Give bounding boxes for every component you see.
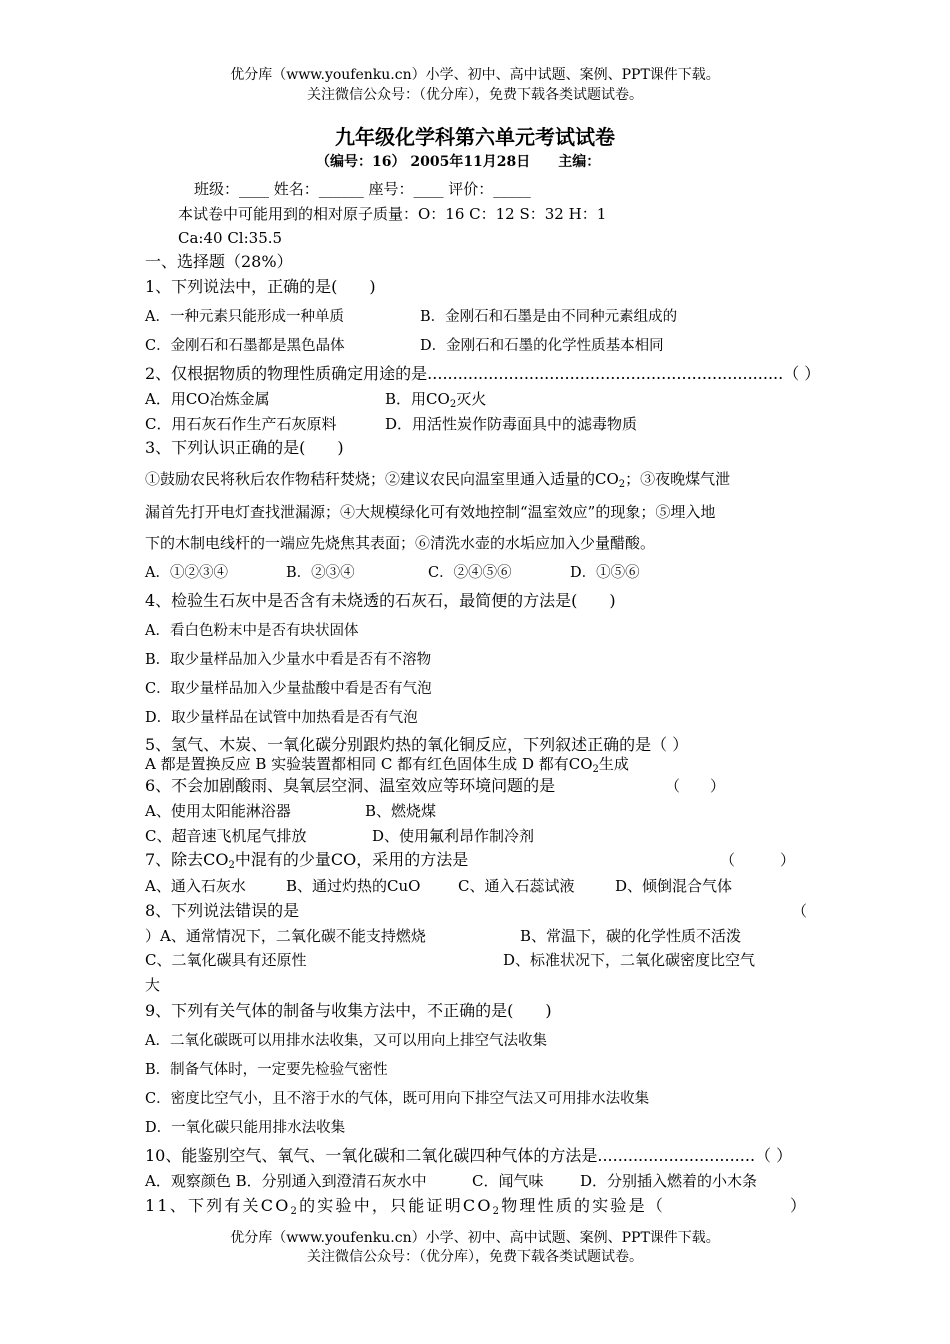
question-8: 8、下列说法错误的是 [145,901,300,920]
question-11: 11、下列有关$CO_2$的实验中，只能证明$CO_2$物理性质的实验是（ [145,1196,666,1217]
q3-option-d: D．①⑤⑥ [570,565,640,581]
q10-option-d: D．分别插入燃着的小木条 [580,1172,758,1190]
question-2: 2、仅根据物质的物理性质确定用途的是......................................................................（ ） [145,364,821,383]
q6-option-c: C、超音速飞机尾气排放 [145,827,307,845]
q6-option-a: A、使用太阳能淋浴器 [145,802,291,820]
q2-option-c: C．用石灰石作生产石灰原料 [145,415,337,433]
q1-option-a: A．一种元素只能形成一种单质 [145,309,344,325]
q2-option-d: D．用活性炭作防毒面具中的滤毒物质 [385,415,638,433]
student-info-fields: 班级：____ 姓名：______ 座号：____ 评价：_____ [194,180,531,198]
q8-option-d-continued: 大 [145,976,161,994]
header-line-1: 优分库（www.youfenku.cn）小学、初中、高中试题、案例、PPT课件下载。 [230,67,720,83]
q10-options-a-b: A．观察颜色 B．分别通入到澄清石灰水中 [145,1172,427,1190]
q6-option-d: D、使用氟利昂作制冷剂 [372,827,535,845]
q4-option-d: D．取少量样品在试管中加热看是否有气泡 [145,710,418,726]
q11-answer-paren-close: ） [790,1196,807,1215]
q4-option-b: B．取少量样品加入少量水中看是否有不溶物 [145,652,432,668]
page-title: 九年级化学科第六单元考试试卷 [335,125,615,149]
q7-option-b: B、通过灼热的CuO [286,877,421,895]
page-subtitle: （编号：16） 2005年11月28日 主编： [316,154,601,170]
question-4: 4、检验生石灰中是否含有未烧透的石灰石，最简便的方法是( ) [145,591,616,610]
q4-option-a: A．看白色粉末中是否有块状固体 [145,623,359,639]
q8-answer-paren-open: （ [792,902,808,920]
q4-option-c: C．取少量样品加入少量盐酸中看是否有气泡 [145,681,432,697]
q7-answer-paren: （ ） [720,851,796,869]
q9-option-d: D．一氧化碳只能用排水法收集 [145,1120,346,1136]
question-5: 5、氢气、木炭、一氧化碳分别跟灼热的氧化铜反应，下列叙述正确的是（ ） [145,735,689,754]
q3-statement-line-1: ①鼓励农民将秋后农作物秸秆焚烧；②建议农民向温室里通入适量的$CO_2$；③夜晚煤气泄 [145,470,731,490]
footer-line-1: 优分库（www.youfenku.cn）小学、初中、高中试题、案例、PPT课件下载。 [230,1230,720,1246]
question-10: 10、能鉴别空气、氧气、一氧化碳和二氧化碳四种气体的方法是...............................（ ） [145,1146,793,1165]
q3-option-a: A．①②③④ [145,565,228,581]
question-3: 3、下列认识正确的是( ) [145,438,344,457]
atomic-mass-line-2: Ca:40 Cl:35.5 [178,229,283,247]
q1-option-d: D．金刚石和石墨的化学性质基本相同 [420,338,664,354]
q7-option-d: D、倾倒混合气体 [615,877,733,895]
q5-options: A 都是置换反应 B 实验装置都相同 C 都有红色固体生成 D 都有$CO_2$生成 [145,755,629,775]
atomic-mass-line-1: 本试卷中可能用到的相对原子质量：O：16 C：12 S：32 H：1 [178,205,607,223]
question-9: 9、下列有关气体的制备与收集方法中，不正确的是( ) [145,1001,552,1020]
q3-option-c: C．②④⑤⑥ [428,565,512,581]
question-1: 1、下列说法中，正确的是( ) [145,277,376,296]
section-heading: 一、选择题（28%） [145,252,293,271]
q7-option-a: A、通入石灰水 [145,877,246,895]
q6-answer-paren: （ ） [665,777,726,795]
question-6: 6、不会加剧酸雨、臭氧层空洞、温室效应等环境问题的是 [145,776,556,795]
q2-option-b: B．用$CO_2$灭火 [385,390,487,410]
q8-option-b: B、常温下，碳的化学性质不活泼 [520,927,742,945]
footer-line-2: 关注微信公众号：（优分库），免费下载各类试题试卷。 [307,1249,643,1265]
q1-option-b: B．金刚石和石墨是由不同种元素组成的 [420,309,678,325]
q9-option-b: B．制备气体时，一定要先检验气密性 [145,1062,388,1078]
q3-option-b: B．②③④ [286,565,355,581]
q10-option-c: C．闻气味 [472,1172,544,1190]
q3-statement-line-3: 下的木制电线杆的一端应先烧焦其表面；⑥清洗水壶的水垢应加入少量醋酸。 [145,534,656,552]
q9-option-c: C．密度比空气小，且不溶于水的气体，既可用向下排空气法又可用排水法收集 [145,1091,650,1107]
header-line-2: 关注微信公众号：（优分库），免费下载各类试题试卷。 [307,87,643,103]
q8-option-a: ）A、通常情况下，二氧化碳不能支持燃烧 [145,927,426,945]
q1-option-c: C．金刚石和石墨都是黑色晶体 [145,338,345,354]
q9-option-a: A．二氧化碳既可以用排水法收集，又可以用向上排空气法收集 [145,1033,547,1049]
q8-option-d: D、标准状况下，二氧化碳密度比空气 [503,951,756,969]
q3-statement-line-2: 漏首先打开电灯查找泄漏源；④大规模绿化可有效地控制“温室效应”的现象；⑤埋入地 [145,503,716,521]
q8-option-c: C、二氧化碳具有还原性 [145,951,307,969]
q6-option-b: B、燃烧煤 [365,802,437,820]
question-7: 7、除去$CO_2$中混有的少量CO，采用的方法是 [145,850,469,871]
q7-option-c: C、通入石蕊试液 [458,877,575,895]
q2-option-a: A．用CO冶炼金属 [145,390,270,408]
